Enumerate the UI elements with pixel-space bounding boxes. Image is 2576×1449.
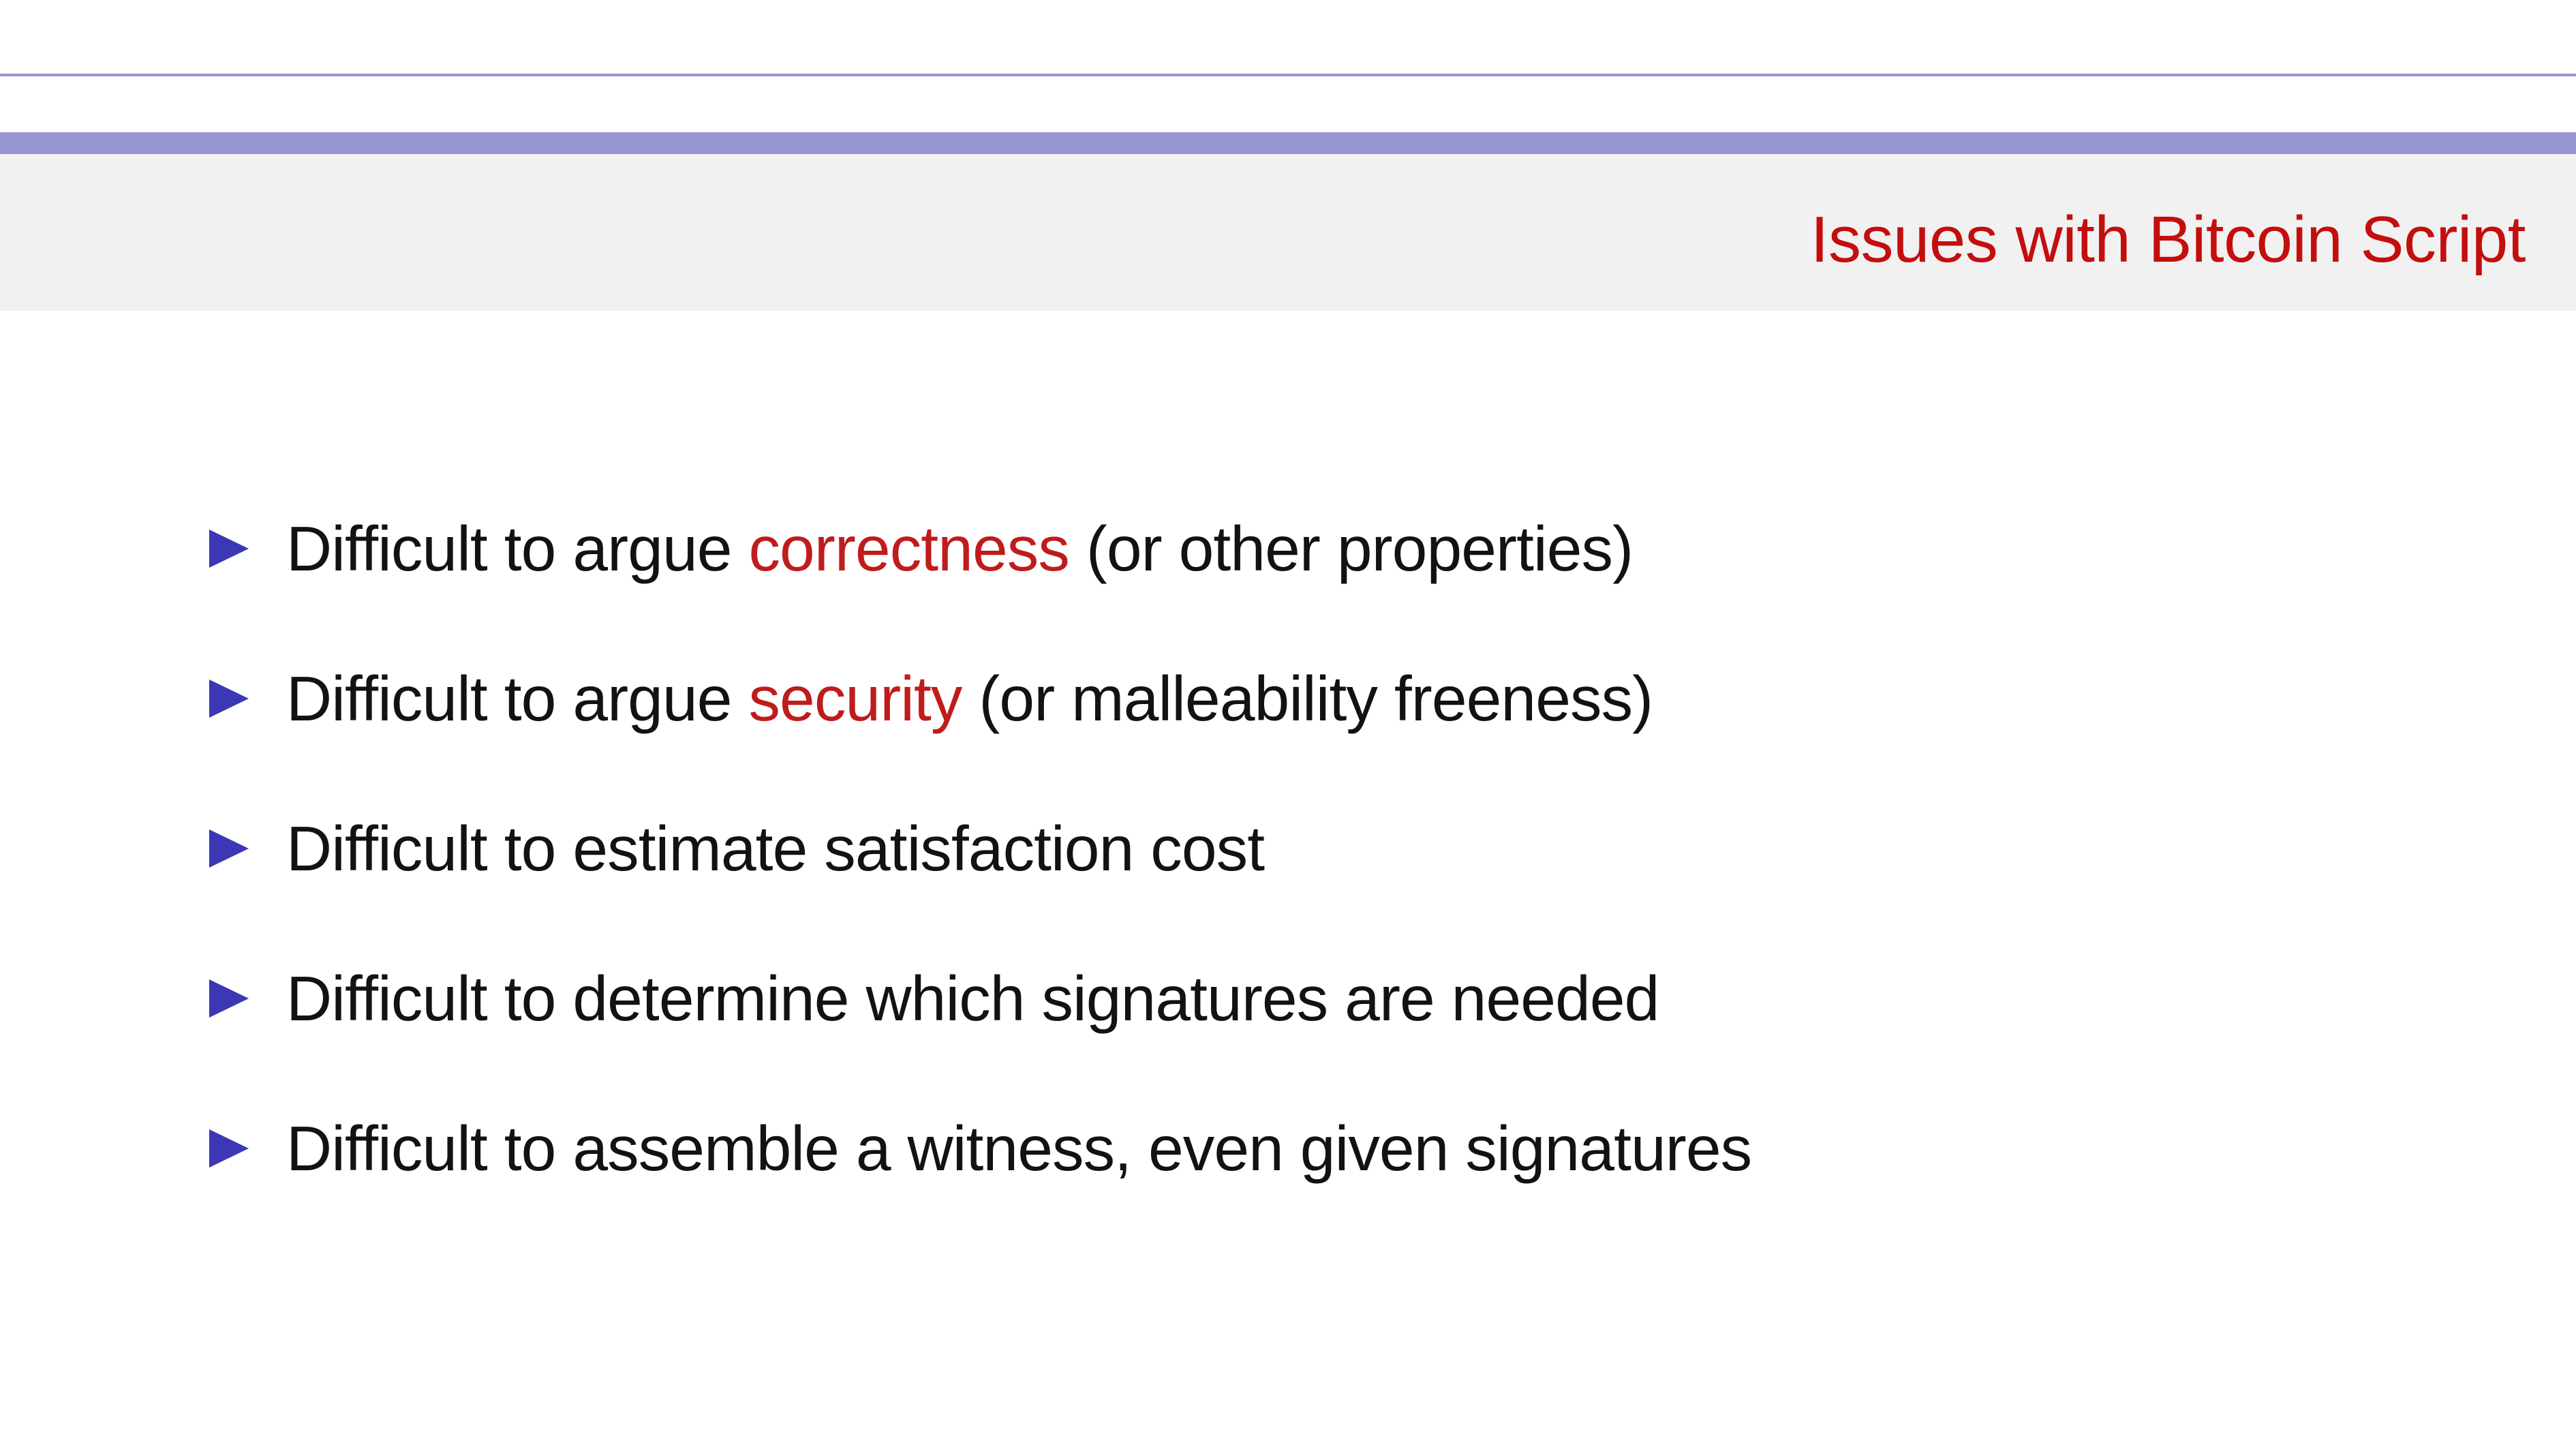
bullet-text-post: (or other properties) [1069, 513, 1634, 584]
bullet-text [286, 960, 1659, 1037]
slide-title: Issues with Bitcoin Script [1810, 203, 2526, 276]
triangle-bullet-icon [209, 829, 249, 868]
bullet-alert-text: correctness [748, 513, 1069, 584]
bullet-item [0, 660, 2576, 737]
triangle-bullet-icon [209, 680, 249, 718]
bullet-text-pre: Difficult to determine which signatures are needed [286, 963, 1659, 1034]
bullet-text [286, 810, 1264, 887]
top-thin-rule [0, 74, 2576, 76]
bullet-text [286, 660, 1653, 737]
bullet-list [0, 510, 2576, 1260]
bullet-text-pre: Difficult to argue [286, 663, 749, 734]
triangle-bullet-icon [209, 1129, 249, 1168]
bullet-item [0, 510, 2576, 587]
bullet-text-pre: Difficult to assemble a witness, even given signatures [286, 1113, 1752, 1184]
bullet-item [0, 810, 2576, 887]
bullet-alert-text: security [748, 663, 962, 734]
bullet-text-post: (or malleability freeness) [962, 663, 1653, 734]
triangle-bullet-icon [209, 530, 249, 568]
bullet-item [0, 1110, 2576, 1187]
bullet-text-pre: Difficult to estimate satisfaction cost [286, 813, 1265, 884]
triangle-bullet-icon [209, 979, 249, 1018]
header-accent-bar [0, 132, 2576, 154]
bullet-item [0, 960, 2576, 1037]
bullet-text [286, 1110, 1751, 1187]
bullet-text-pre: Difficult to argue [286, 513, 749, 584]
bullet-text [286, 510, 1633, 587]
frame-title-band [0, 154, 2576, 311]
